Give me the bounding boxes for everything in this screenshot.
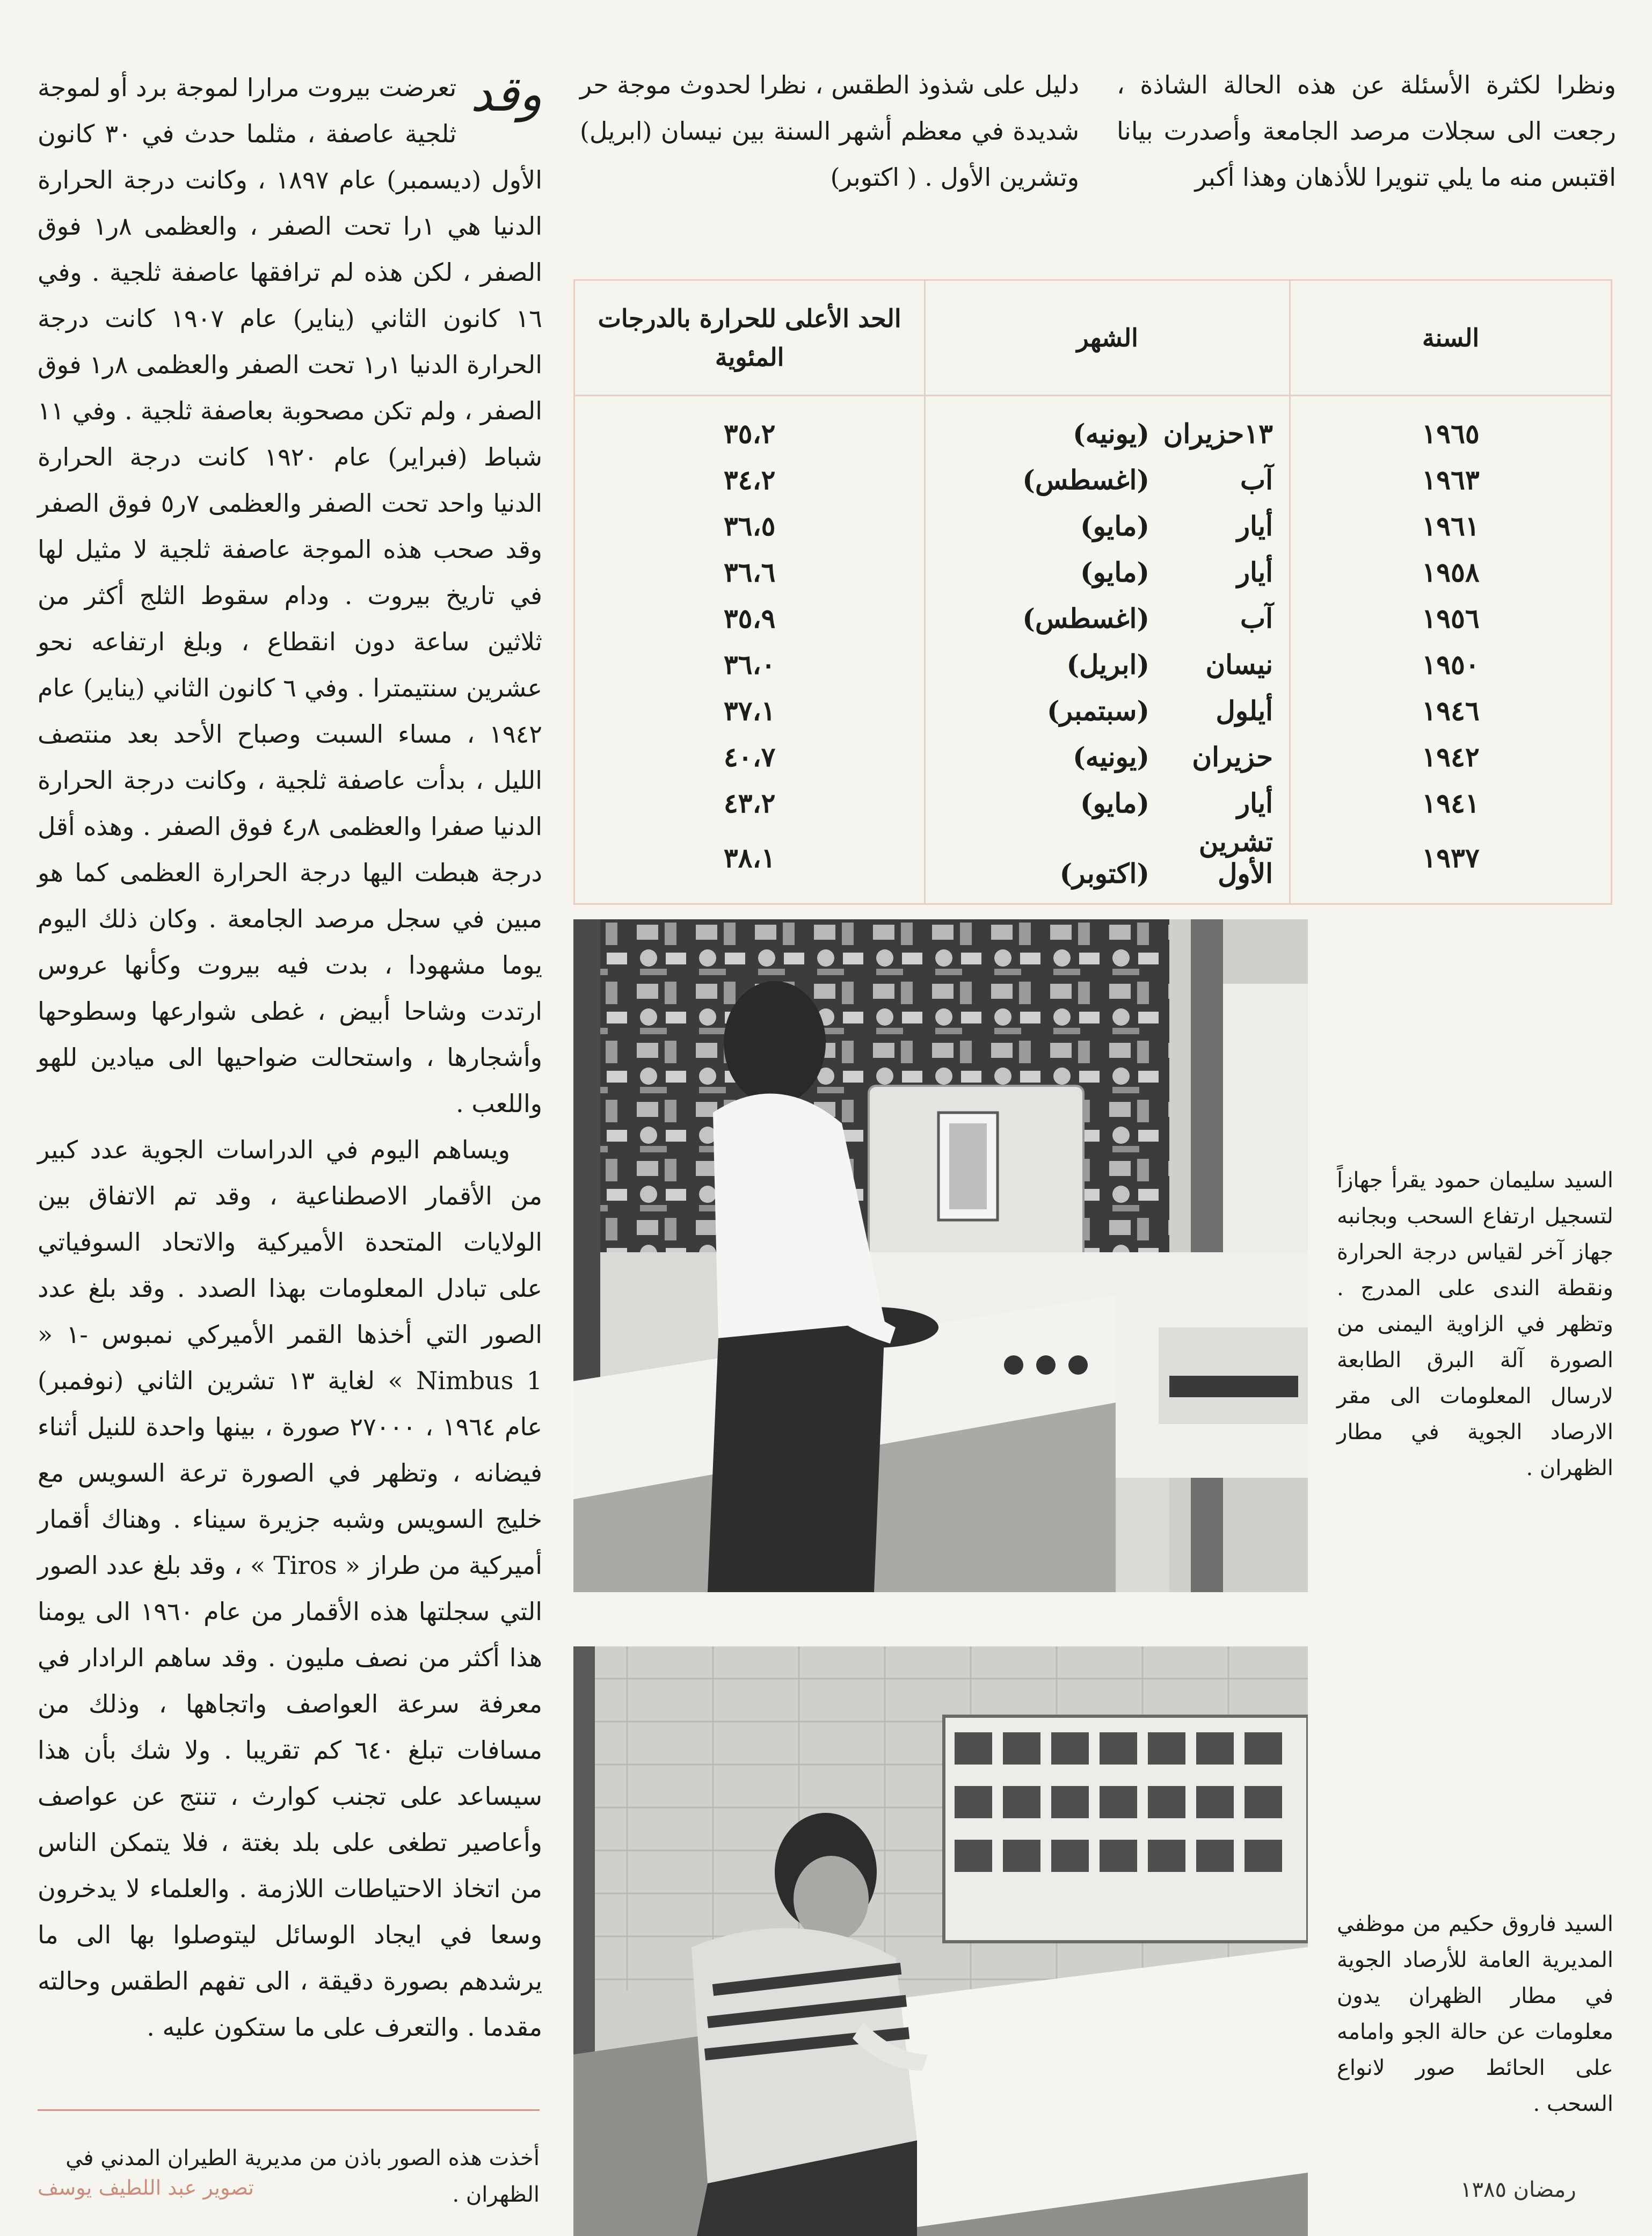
cell-year: ١٩٦٥ [1290, 396, 1612, 457]
cell-month-western: (مايو) [1080, 556, 1150, 588]
cell-month-arabic: أيار [1236, 787, 1273, 819]
cell-month-arabic: أيلول [1216, 694, 1273, 727]
photo-permission-note: أخذت هذه الصور باذن من مديرية الطيران المدني في الظهران . [66, 2146, 540, 2207]
article-paragraph-1 [38, 64, 542, 1127]
header-max-temp: الحد الأعلى للحرارة بالدرجات المئوية [574, 280, 925, 396]
table-row [574, 687, 1612, 734]
cell-month [925, 396, 1290, 457]
cell-max-temp: ٣٤،٢ [574, 456, 925, 503]
cell-month-western: (اغسطس) [1022, 463, 1150, 496]
footnote-divider [38, 2109, 540, 2111]
photo-meteorologist-console [573, 919, 1308, 1592]
cell-year: ١٩٥٠ [1290, 641, 1612, 687]
cell-month-western: (ابريل) [1066, 648, 1150, 680]
cell-month-western: (يونيه) [1073, 417, 1150, 449]
header-year: السنة [1290, 280, 1612, 396]
cell-month-arabic: حزيران [1192, 741, 1273, 773]
cell-year: ١٩٤٢ [1290, 734, 1612, 780]
cell-max-temp: ٤٠،٧ [574, 734, 925, 780]
cell-year: ١٩٦٣ [1290, 456, 1612, 503]
cell-year: ١٩٥٨ [1290, 549, 1612, 595]
cell-month-arabic: تشرين الأول [1198, 826, 1273, 889]
cell-max-temp: ٣٦،٠ [574, 641, 925, 687]
cell-max-temp: ٣٦،٥ [574, 503, 925, 549]
photo1-caption: السيد سليمان حمود يقرأ جهازاً لتسجيل ارتفاع السحب وبجانبه جهاز آخر لقياس درجة الحرارة ونقطة الندى على المدرج . وتظهر في الزاوية اليمنى من الصورة آلة البرق الطابعة لارسال المعلومات الى مقر الارصاد الجوية في مطار الظهران . [1337, 1168, 1613, 1480]
cell-year: ١٩٤١ [1290, 780, 1612, 826]
article-paragraph-1-text: تعرضت بيروت مرارا لموجة برد أو لموجة ثلجية عاصفة ، مثلما حدث في ٣٠ كانون الأول (ديسمبر) عام ١٨٩٧ ، وكانت درجة الحرارة الدنيا هي ١را تحت الصفر ، والعظمى ٨ر١ فوق الصفر ، لكن هذه لم ترافقها عاصفة ثلجية . وفي ١٦ كانون الثاني (يناير) عام ١٩٠٧ كانت درجة الحرارة الدنيا ١ر١ تحت الصفر والعظمى ٨ر١ فوق الصفر ، ولم تكن مصحوبة بعاصفة ثلجية . وفي ١١ شباط (فبراير) عام ١٩٢٠ كانت درجة الحرارة الدنيا واحد تحت الصفر والعظمى ٧ر٥ فوق الصفر وقد صحب هذه الموجة عاصفة ثلجية لا مثيل لها في تاريخ بيروت . ودام سقوط الثلج أكثر من ثلاثين ساعة دون انقطاع ، وبلغ ارتفاعه نحو عشرين سنتيمترا . وفي ٦ كانون الثاني (يناير) عام ١٩٤٢ ، مساء السبت وصباح الأحد بعد منتصف الليل ، بدأت عاصفة ثلجية ، وكانت درجة الحرارة الدنيا صفرا والعظمى ٨ر٤ فوق الصفر . وهذه أقل درجة هبطت اليها درجة الحرارة العظمى كما هو مبين في سجل مرصد الجامعة . وكان ذلك اليوم يوما مشهودا ، بدت فيه بيروت وكأنها عروس ارتدت وشاحا أبيض ، غطى شوارعها وسطوحها وأشجارها ، واستحالت ضواحيها الى ميادين للهو واللعب . [38, 73, 543, 1118]
cell-max-temp: ٣٥،٢ [574, 396, 925, 457]
cell-max-temp: ٣٦،٦ [574, 549, 925, 595]
table-row [574, 734, 1612, 780]
cell-month [925, 549, 1290, 595]
cell-max-temp: ٣٥،٩ [574, 595, 925, 641]
cell-month [925, 503, 1290, 549]
article-column [38, 64, 542, 2075]
table-row [574, 396, 1612, 457]
intro-paragraph-left: دليل على شذوذ الطقس ، نظرا لحدوث موجة حر شديدة في معظم أشهر السنة بين نيسان (ابريل) وتشرين الأول . ( اكتوبر) [580, 70, 1079, 192]
photo-weather-clerk-desk [573, 1646, 1308, 2236]
cell-month-arabic: آب [1240, 463, 1273, 496]
cell-month [925, 595, 1290, 641]
intro-paragraph-right: ونظرا لكثرة الأسئلة عن هذه الحالة الشاذة ، رجعت الى سجلات مرصد الجامعة وأصدرت بيانا اقتبس منه ما يلي تنويرا للأذهان وهذا أكبر [1117, 70, 1616, 192]
table-row [574, 595, 1612, 641]
cell-year: ١٩٥٦ [1290, 595, 1612, 641]
article-paragraph-2: ويساهم اليوم في الدراسات الجوية عدد كبير من الأقمار الاصطناعية ، وقد تم الاتفاق بين الولايات المتحدة الأميركية والاتحاد السوفياتي على تبادل المعلومات بهذا الصدد . وقد بلغ عدد الصور التي أخذها القمر الأميركي نمبوس -١ « Nimbus 1 » لغاية ١٣ تشرين الثاني (نوفمبر) عام ١٩٦٤ ، ٢٧٠٠٠ صورة ، بينها واحدة للنيل أثناء فيضانه ، وتظهر في الصورة ترعة السويس مع خليج السويس وشبه جزيرة سيناء . وهناك أقمار أميركية من طراز « Tiros » ، وقد بلغ عدد الصور التي سجلتها هذه الأقمار من عام ١٩٦٠ الى يومنا هذا أكثر من نصف مليون . وقد ساهم الرادار في معرفة سرعة العواصف واتجاهها ، وذلك من مسافات تبلغ ٦٤٠ كم تقريبا . ولا شك بأن هذا سيساعد على تجنب كوارث ، تنتج عن عواصف وأعاصير تطغى على بلد بغتة ، فلا يتمكن الناس من اتخاذ الاحتياطات اللازمة . والعلماء لا يدخرون وسعا في ايجاد الوسائل ليتوصلوا بها الى ما يرشدهم بصورة دقيقة ، الى تفهم الطقس وحالته مقدما . والتعرف على ما ستكون عليه . [38, 1135, 543, 2042]
cell-month [925, 687, 1290, 734]
photo2-caption: السيد فاروق حكيم من موظفي المديرية العامة للأرصاد الجوية في مطار الظهران يدون معلومات عن حالة الجو وامامه على الحائط صور لانواع السحب . [1337, 1912, 1613, 2116]
cell-month [925, 734, 1290, 780]
cell-month-arabic: أيار [1236, 556, 1273, 588]
page-folio: رمضان ١٣٨٥ [1460, 2177, 1576, 2202]
cell-month-western: (مايو) [1080, 787, 1150, 819]
cell-max-temp: ٣٨،١ [574, 826, 925, 904]
cell-year: ١٩٤٦ [1290, 687, 1612, 734]
cell-month [925, 780, 1290, 826]
table-row [574, 780, 1612, 826]
photo-credit: تصوير عبد اللطيف يوسف [38, 2176, 254, 2199]
table-body [574, 396, 1612, 904]
cell-month-western: (سبتمبر) [1047, 694, 1150, 727]
cell-month-arabic: آب [1240, 602, 1273, 634]
table-row [574, 641, 1612, 687]
table-row [574, 549, 1612, 595]
cell-month-western: (مايو) [1080, 510, 1150, 542]
cell-year: ١٩٦١ [1290, 503, 1612, 549]
cell-month [925, 641, 1290, 687]
table-row [574, 826, 1612, 904]
table-header-row [574, 280, 1612, 396]
table-row [574, 456, 1612, 503]
cell-year: ١٩٣٧ [1290, 826, 1612, 904]
cell-month [925, 826, 1290, 904]
article-opener: وقد [470, 66, 542, 122]
cell-month-western: (اغسطس) [1022, 602, 1150, 634]
table-row [574, 503, 1612, 549]
cell-month-arabic: ١٣حزيران [1163, 417, 1273, 449]
cell-month-arabic: نيسان [1205, 648, 1273, 680]
cell-month-western: (يونيه) [1073, 741, 1150, 773]
cell-month-arabic: أيار [1236, 510, 1273, 542]
cell-max-temp: ٣٧،١ [574, 687, 925, 734]
cell-month-western: (اكتوبر) [1059, 858, 1150, 889]
cell-max-temp: ٤٣،٢ [574, 780, 925, 826]
cell-month [925, 456, 1290, 503]
max-temperature-table [573, 279, 1612, 905]
header-month: الشهر [925, 280, 1290, 396]
